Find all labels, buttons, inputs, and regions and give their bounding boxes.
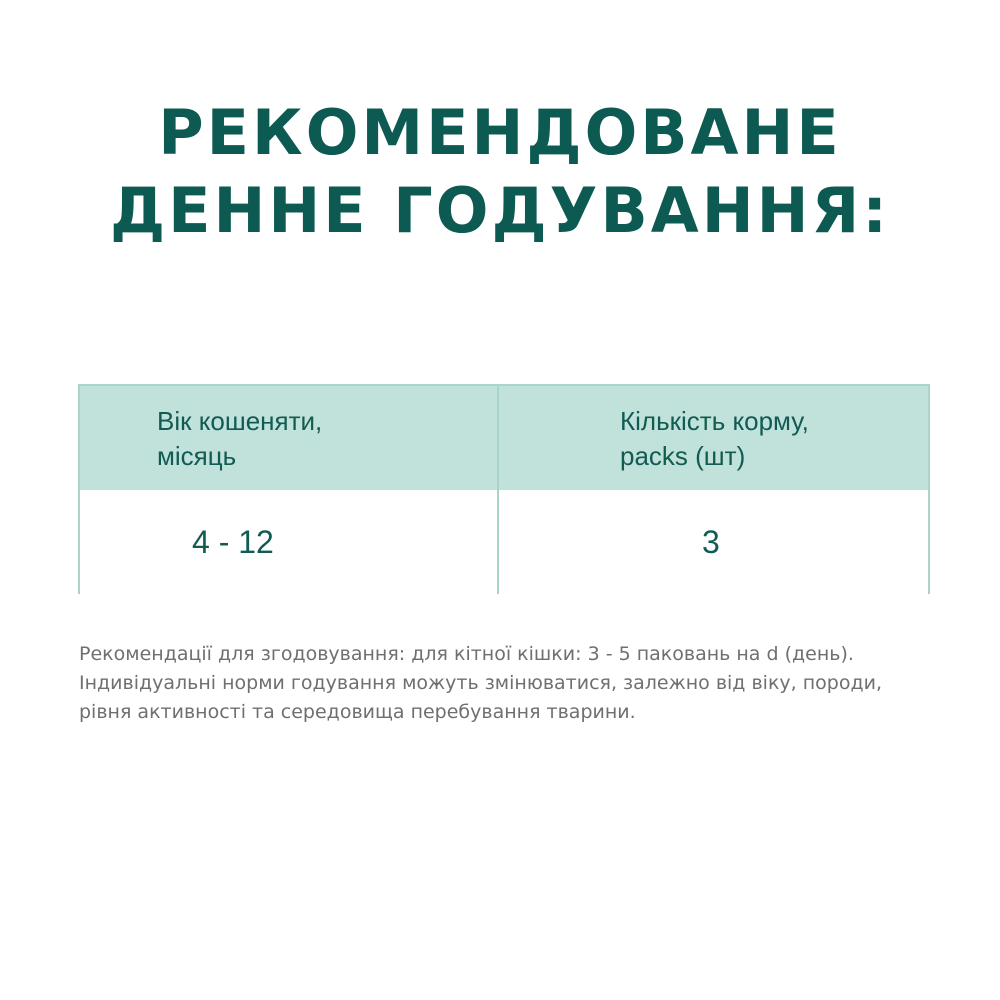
header-amount-line-1: Кількість корму, xyxy=(620,406,809,436)
page-title xyxy=(0,94,1000,250)
table-cell-amount: 3 xyxy=(499,490,928,594)
note-line-1: Рекомендації для згодовування: для кітної кішки: 3 - 5 паковань на d (день). xyxy=(79,643,854,665)
feeding-table xyxy=(78,384,930,594)
table-header-amount xyxy=(499,386,928,490)
table-header-age xyxy=(80,386,499,490)
title-line-2: ДЕННЕ ГОДУВАННЯ: xyxy=(109,173,891,247)
note-line-2: Індивідуальні норми годування можуть змінюватися, залежно від віку, породи, xyxy=(79,672,883,694)
header-age-line-1: Вік кошеняти, xyxy=(157,406,323,436)
table-cell-age: 4 - 12 xyxy=(80,490,499,594)
note-line-3: рівня активності та середовища перебування тварини. xyxy=(79,701,636,723)
feeding-note xyxy=(79,640,959,727)
header-amount-line-2: packs (шт) xyxy=(620,441,746,471)
header-age-line-2: місяць xyxy=(157,441,237,471)
title-line-1: РЕКОМЕНДОВАНЕ xyxy=(158,95,842,169)
